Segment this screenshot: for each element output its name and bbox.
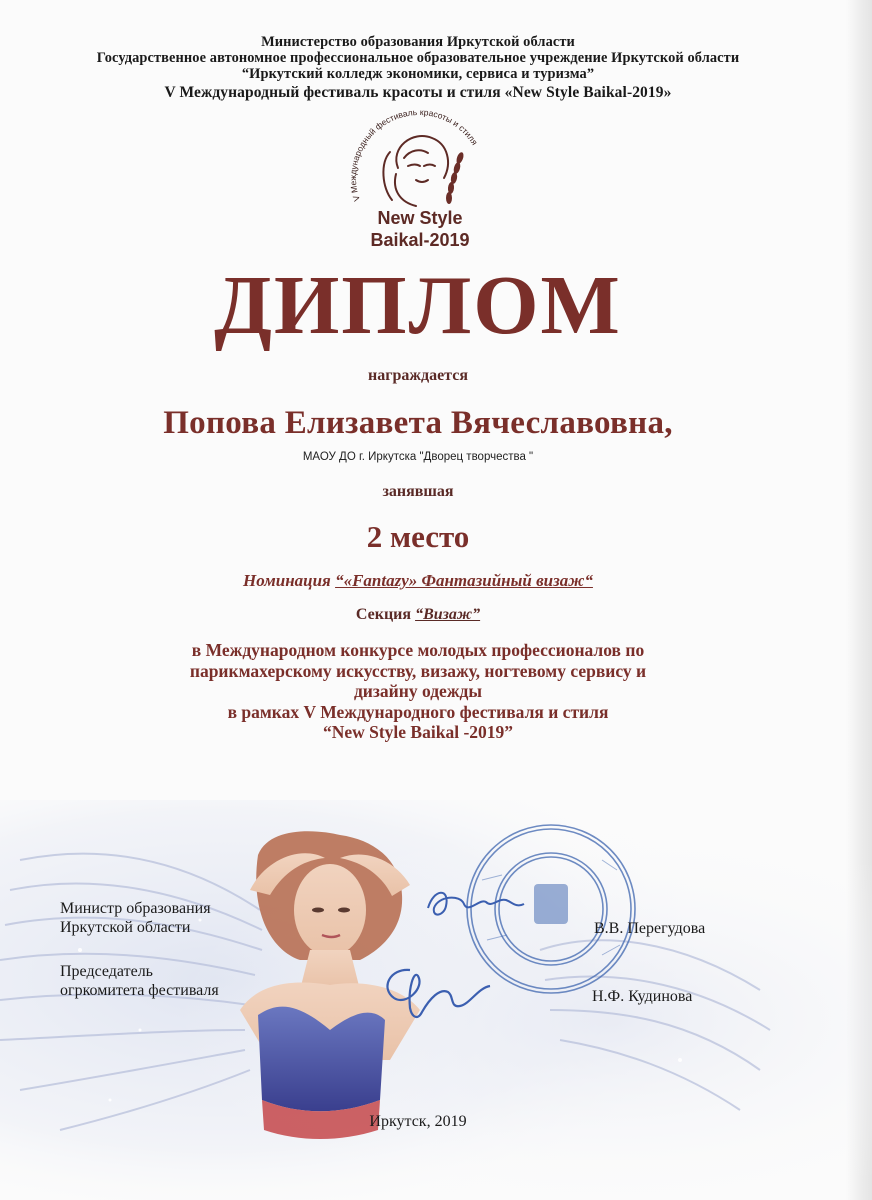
signatory-2-name: Н.Ф. Кудинова — [592, 988, 693, 1005]
signatory-1-title — [60, 899, 211, 937]
took-label: занявшая — [382, 483, 454, 500]
signature-peregudova-icon — [420, 878, 530, 928]
competition-line: в рамках V Международного фестиваля и стиля — [227, 701, 609, 722]
header-festival: V Международный фестиваль красоты и стиля «New Style Baikal-2019» — [164, 84, 672, 101]
logo-arc-text: V Международный фестиваль красоты и стиля — [348, 108, 480, 203]
festival-logo — [320, 108, 520, 256]
place-result: 2 место — [366, 519, 470, 554]
competition-line: “New Style Baikal -2019” — [322, 722, 514, 742]
recipient-name: Попова Елизавета Вячеславовна, — [163, 405, 673, 441]
nomination-value: “«Fantazy» Фантазийный визаж“ — [335, 571, 593, 590]
competition-line: парикмахерскому искусству, визажу, ногтевому сервису и — [189, 660, 647, 681]
recipient-organization: МАОУ ДО г. Иркутска "Дворец творчества " — [302, 451, 534, 463]
woman-face-logo-icon — [320, 108, 520, 218]
header-college: “Иркутский колледж экономики, сервиса и туризма” — [241, 66, 595, 82]
logo-name-line1: New Style — [377, 208, 463, 228]
signatory-2-title-line1: Председатель — [60, 963, 153, 980]
signatory-2-title — [60, 962, 219, 1000]
nomination-prefix: Номинация — [243, 571, 331, 590]
signatory-1-name: В.В. Перегудова — [594, 920, 706, 937]
section-line — [0, 606, 836, 624]
header-institution: Государственное автономное профессиональное образовательное учреждение Иркутской области — [96, 50, 740, 66]
signature-kudinova-icon — [370, 958, 520, 1028]
awarded-label: награждается — [368, 367, 468, 384]
signatory-1-title-line2: Иркутской области — [60, 919, 191, 936]
signatory-2-title-line2: огркомитета фестиваля — [60, 982, 219, 999]
diploma-title: ДИПЛОМ — [214, 259, 622, 352]
section-value: “Визаж” — [415, 606, 481, 623]
competition-description — [0, 640, 836, 743]
issuer-header — [0, 34, 836, 102]
signatory-1-title-line1: Министр образования — [60, 900, 211, 917]
nomination-line — [0, 571, 836, 591]
header-ministry: Министерство образования Иркутской области — [261, 34, 575, 50]
city-year: Иркутск, 2019 — [369, 1113, 467, 1130]
competition-line: дизайну одежды — [353, 681, 483, 701]
logo-name-line2: Baikal-2019 — [370, 230, 470, 250]
section-prefix: Секция — [355, 606, 412, 623]
competition-line: в Международном конкурсе молодых профессионалов по — [191, 640, 645, 660]
